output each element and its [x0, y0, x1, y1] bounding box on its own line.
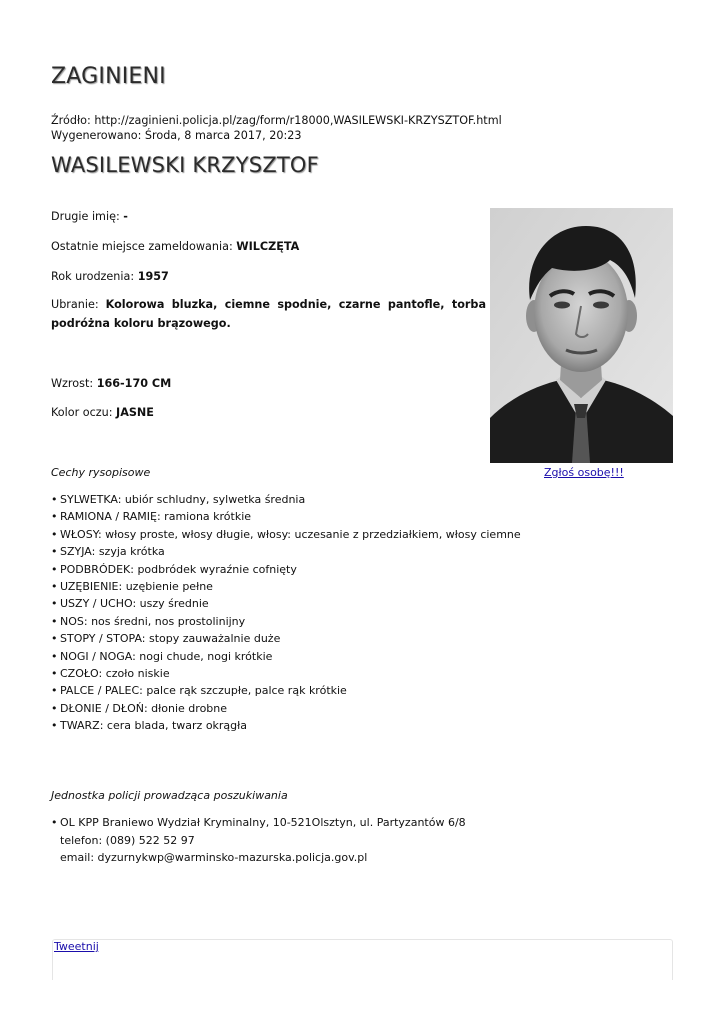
- features-list: [51, 491, 521, 734]
- list-item: • STOPY / STOPA: stopy zauważalnie duże: [51, 630, 521, 647]
- clothing-field: [51, 295, 486, 333]
- list-item: • PODBRÓDEK: podbródek wyraźnie cofnięty: [51, 561, 521, 578]
- list-item: • PALCE / PALEC: palce rąk szczupłe, palce rąk krótkie: [51, 682, 521, 699]
- eye-color-field: [51, 406, 154, 419]
- birth-year-value: 1957: [137, 270, 169, 283]
- residence-field: [51, 240, 299, 253]
- middle-name-field: [51, 210, 128, 223]
- list-item: • NOGI / NOGA: nogi chude, nogi krótkie: [51, 648, 521, 665]
- police-phone: telefon: (089) 522 52 97: [60, 833, 195, 847]
- residence-label: Ostatnie miejsce zameldowania:: [51, 240, 233, 253]
- police-heading: Jednostka policji prowadząca poszukiwania: [51, 789, 288, 802]
- eye-color-value: JASNE: [116, 406, 154, 419]
- police-unit-text: OL KPP Braniewo Wydział Kryminalny, 10-521Olsztyn, ul. Partyzantów 6/8: [60, 816, 466, 829]
- eye-color-label: Kolor oczu:: [51, 406, 113, 419]
- residence-value: WILCZĘTA: [236, 240, 300, 253]
- list-item: • SYLWETKA: ubiór schludny, sylwetka średnia: [51, 491, 521, 508]
- list-item: • UZĘBIENIE: uzębienie pełne: [51, 578, 521, 595]
- list-item: • CZOŁO: czoło niskie: [51, 665, 521, 682]
- tweet-widget: [52, 939, 673, 980]
- height-label: Wzrost:: [51, 377, 94, 390]
- middle-name-value: -: [123, 210, 128, 223]
- middle-name-label: Drugie imię:: [51, 210, 120, 223]
- clothing-label: Ubranie:: [51, 298, 99, 311]
- list-item: • RAMIONA / RAMIĘ: ramiona krótkie: [51, 508, 521, 525]
- report-person-link[interactable]: Zgłoś osobę!!!: [544, 466, 624, 479]
- person-name: WASILEWSKI KRZYSZTOF: [51, 153, 319, 177]
- tweet-button[interactable]: Tweetnij: [54, 940, 99, 953]
- list-item: • TWARZ: cera blada, twarz okrągła: [51, 717, 521, 734]
- birth-year-field: [51, 270, 169, 283]
- list-item: • USZY / UCHO: uszy średnie: [51, 595, 521, 612]
- police-email: email: dyzurnykwp@warminsko-mazurska.policja.gov.pl: [60, 851, 368, 864]
- height-field: [51, 377, 171, 390]
- list-item: • DŁONIE / DŁOŃ: dłonie drobne: [51, 700, 521, 717]
- person-photo: [490, 208, 673, 463]
- features-heading: Cechy rysopisowe: [51, 466, 151, 479]
- police-contact: [51, 814, 466, 867]
- clothing-value: Kolorowa bluzka, ciemne spodnie, czarne pantofle, torba podróżna koloru brązowego.: [51, 298, 486, 330]
- birth-year-label: Rok urodzenia:: [51, 270, 135, 283]
- generated-line: Wygenerowano: Środa, 8 marca 2017, 20:23: [51, 129, 302, 142]
- police-unit: [51, 814, 466, 832]
- height-value: 166-170 CM: [96, 377, 172, 390]
- list-item: • WŁOSY: włosy proste, włosy długie, włosy: uczesanie z przedziałkiem, włosy ciemne: [51, 526, 521, 543]
- list-item: • NOS: nos średni, nos prostolinijny: [51, 613, 521, 630]
- page-title: ZAGINIENI: [51, 64, 166, 89]
- list-item: • SZYJA: szyja krótka: [51, 543, 521, 560]
- source-line: Źródło: http://zaginieni.policja.pl/zag/form/r18000,WASILEWSKI-KRZYSZTOF.html: [51, 114, 502, 127]
